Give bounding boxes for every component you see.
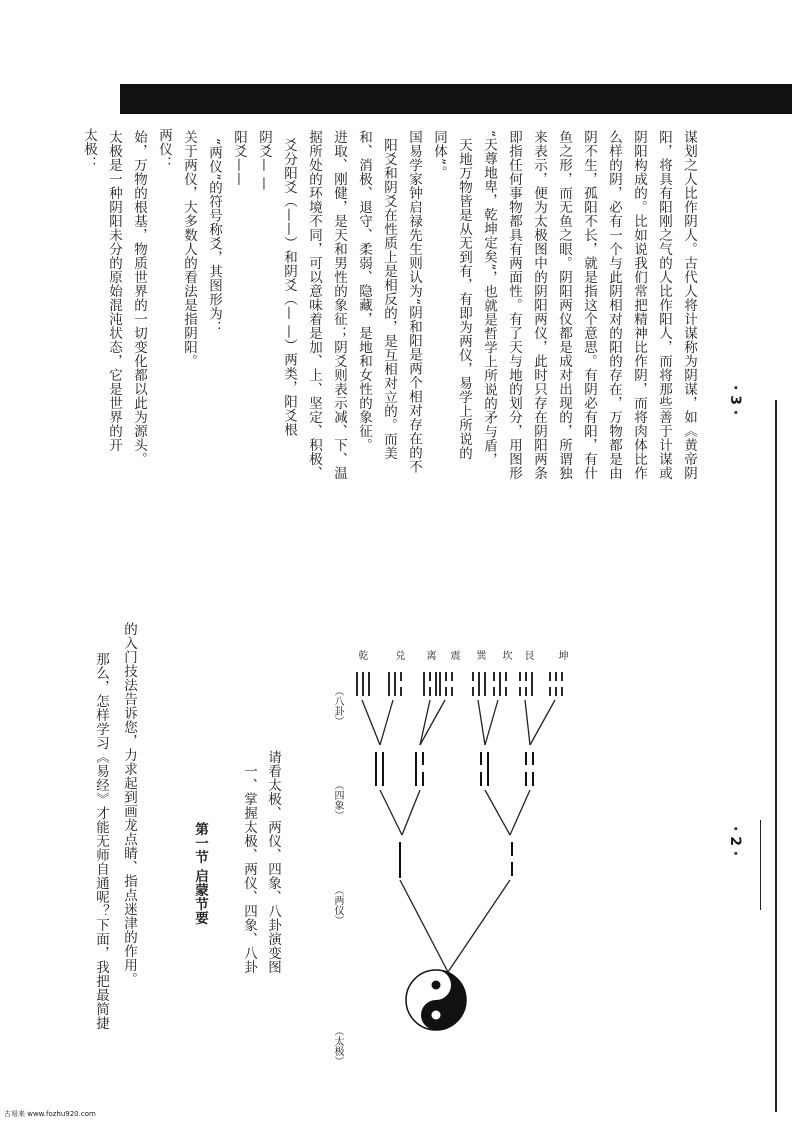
- body-column-15: 同体”。: [431, 130, 447, 180]
- page-number-left: · 2 ·: [727, 826, 743, 857]
- trigram-name-7: 艮: [522, 650, 533, 660]
- trigram-name-3: 离: [424, 650, 435, 660]
- page-number-right: · 3 ·: [727, 385, 743, 416]
- label-bagua: （八卦）: [332, 686, 343, 726]
- intro-paragraph-line-1: 那么，怎样学习《易经》才能无师自通呢？下面，我把最简捷: [93, 652, 109, 1030]
- taiji-yinyang-icon: [406, 970, 466, 1030]
- intro-paragraph-line-2: 的入门技法告诉您，力求起到画龙点睛、指点迷津的作用。: [121, 622, 137, 986]
- sixiang-yao-lines: [376, 752, 533, 786]
- body-column-13: 阳爻和阴爻在性质上是相反的，是互相对立的。而美: [381, 138, 397, 460]
- trigram-name-8: 坤: [556, 650, 567, 660]
- body-column-21: 阴不生，孤阳不长，就是指这个意思。有阴必有阳，有什: [581, 130, 597, 480]
- body-column-11: 进取、刚健，是天和男性的象征；阴爻则表示减、下、温: [331, 130, 347, 480]
- body-column-9: 爻分阳爻（——）和阴爻（— —）两类，阳爻根: [281, 138, 297, 437]
- trigram-name-5: 巽: [474, 650, 485, 660]
- footer-watermark: 古易来 www.fozhu920.com: [4, 1110, 96, 1118]
- body-column-22: 么样的阴，必有一个与此阴相对的阳的存在，万物都是由: [606, 130, 622, 480]
- body-column-25: 谋划之人比作阴人。古代人将计谋称为阴谋，如《黄帝阴: [681, 130, 697, 480]
- trigram-name-4: 震: [448, 650, 459, 660]
- trigram-name-2: 兑: [393, 650, 404, 660]
- body-column-7: 阳爻——: [231, 130, 247, 186]
- branch-lines: [362, 700, 555, 972]
- section-title: 第一节 启蒙节要: [192, 822, 208, 926]
- label-liangyi: （两仪）: [332, 885, 343, 925]
- body-column-18: 即指任何事物都具有两面性。有了天与地的划分，用图形: [506, 130, 522, 480]
- body-column-23: 阴阳构成的。比如说我们常把精神比作阴，而将肉体比作: [631, 130, 647, 480]
- trigram-name-6: 坎: [500, 650, 511, 660]
- item-2: 请看太极、两仪、四象、八卦演变图: [265, 750, 281, 974]
- body-column-14: 国易学家钟启禄先生则认为“阴和阳是两个相对存在的不: [406, 130, 422, 474]
- body-column-4: 两仪：: [156, 128, 172, 170]
- body-column-20: 鱼之形，而无鱼之眼。阴阳两仪都是成对出现的，所谓独: [556, 130, 572, 480]
- body-column-8: 阴爻— —: [256, 130, 272, 191]
- liangyi-yao-lines: [400, 842, 512, 878]
- body-column-17: “天尊地卑，乾坤定矣”，也就是哲学上所说的矛与盾，: [481, 130, 497, 467]
- item-1: 一、掌握太极、两仪、四象、八卦: [241, 764, 257, 974]
- body-column-16: 天地万物皆是从无到有，有即为两仪，易学上所说的: [456, 138, 472, 460]
- body-column-3: 始，万物的根基，物质世界的一切变化都以此为源头。: [131, 130, 147, 466]
- body-column-10: 据所处的环境不同，可以意味着是加、上、坚定、积极、: [306, 130, 322, 480]
- label-taiji: （太极）: [332, 1026, 343, 1066]
- body-column-1: 太极：: [81, 128, 97, 170]
- body-column-19: 来表示，便为太极图中的阴阳两仪，此时只存在阴阳两条: [531, 130, 547, 480]
- body-column-5: 关于两仪，大多数人的看法是指阴阳。: [181, 130, 197, 368]
- trigram-name-1: 乾: [356, 650, 367, 660]
- body-column-6: “两仪”的符号称爻，其图形为：: [206, 138, 222, 335]
- body-column-12: 和、消极、退守、柔弱、隐藏，是地和女性的象征。: [356, 130, 372, 452]
- body-column-2: 太极是一种阴阳未分的原始混沌状态，它是世界的开: [106, 130, 122, 452]
- bagua-trigram-lines: [357, 672, 562, 696]
- body-column-24: 阳，将具有阳刚之气的人比作阳人，而将那些善于计谋或: [656, 130, 672, 480]
- label-sixiang: （四象）: [332, 780, 343, 820]
